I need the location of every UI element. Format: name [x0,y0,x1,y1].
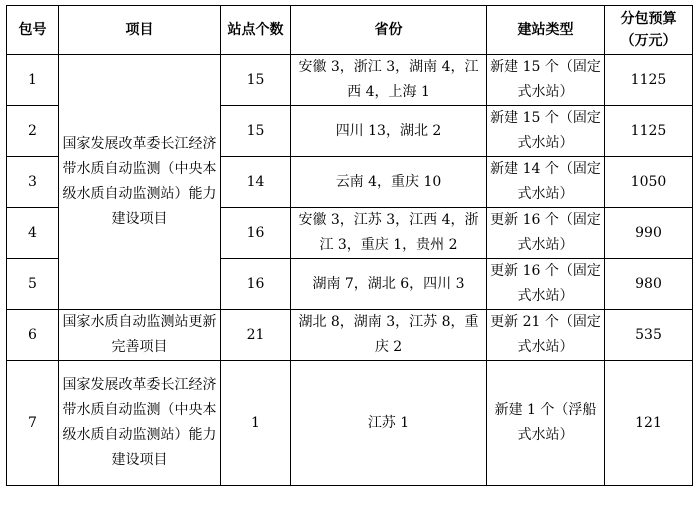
station-type-cell: 新建 15 个（固定式水站） [487,106,605,157]
provinces-cell: 安徽 3，江苏 3，江西 4，浙江 3，重庆 1，贵州 2 [291,208,487,259]
header-station-count: 站点个数 [221,6,291,55]
bid-package-table [6,5,693,486]
budget-cell: 990 [605,208,693,259]
provinces-cell: 江苏 1 [291,361,487,486]
station-count-cell: 15 [221,55,291,106]
header-station-type: 建站类型 [487,6,605,55]
station-type-cell: 更新 16 个（固定式水站） [487,208,605,259]
package-no-cell: 2 [7,106,59,157]
provinces-cell: 安徽 3，浙江 3，湖南 4，江西 4，上海 1 [291,55,487,106]
budget-cell: 1050 [605,157,693,208]
provinces-cell: 四川 13，湖北 2 [291,106,487,157]
header-project: 项目 [59,6,221,55]
header-budget: 分包预算（万元） [605,6,693,55]
project-cell: 国家发展改革委长江经济带水质自动监测（中央本级水质自动监测站）能力建设项目 [59,361,221,486]
table-row [7,310,693,361]
station-type-cell: 更新 16 个（固定式水站） [487,259,605,310]
provinces-cell: 湖北 8，湖南 3，江苏 8，重庆 2 [291,310,487,361]
package-no-cell: 5 [7,259,59,310]
table-row [7,361,693,486]
package-no-cell: 6 [7,310,59,361]
package-no-cell: 4 [7,208,59,259]
station-count-cell: 16 [221,208,291,259]
package-no-cell: 7 [7,361,59,486]
provinces-cell: 云南 4，重庆 10 [291,157,487,208]
header-package-no: 包号 [7,6,59,55]
station-type-cell: 新建 15 个（固定式水站） [487,55,605,106]
budget-cell: 1125 [605,55,693,106]
station-count-cell: 21 [221,310,291,361]
station-type-cell: 新建 14 个（固定式水站） [487,157,605,208]
station-type-cell: 更新 21 个（固定式水站） [487,310,605,361]
station-count-cell: 15 [221,106,291,157]
package-no-cell: 1 [7,55,59,106]
budget-cell: 1125 [605,106,693,157]
header-provinces: 省份 [291,6,487,55]
station-count-cell: 1 [221,361,291,486]
budget-cell: 535 [605,310,693,361]
project-cell: 国家发展改革委长江经济带水质自动监测（中央本级水质自动监测站）能力建设项目 [59,55,221,310]
header-row [7,6,693,55]
station-count-cell: 14 [221,157,291,208]
station-count-cell: 16 [221,259,291,310]
budget-cell: 980 [605,259,693,310]
provinces-cell: 湖南 7，湖北 6，四川 3 [291,259,487,310]
table-row [7,55,693,106]
station-type-cell: 新建 1 个（浮船式水站） [487,361,605,486]
budget-cell: 121 [605,361,693,486]
project-cell: 国家水质自动监测站更新完善项目 [59,310,221,361]
package-no-cell: 3 [7,157,59,208]
